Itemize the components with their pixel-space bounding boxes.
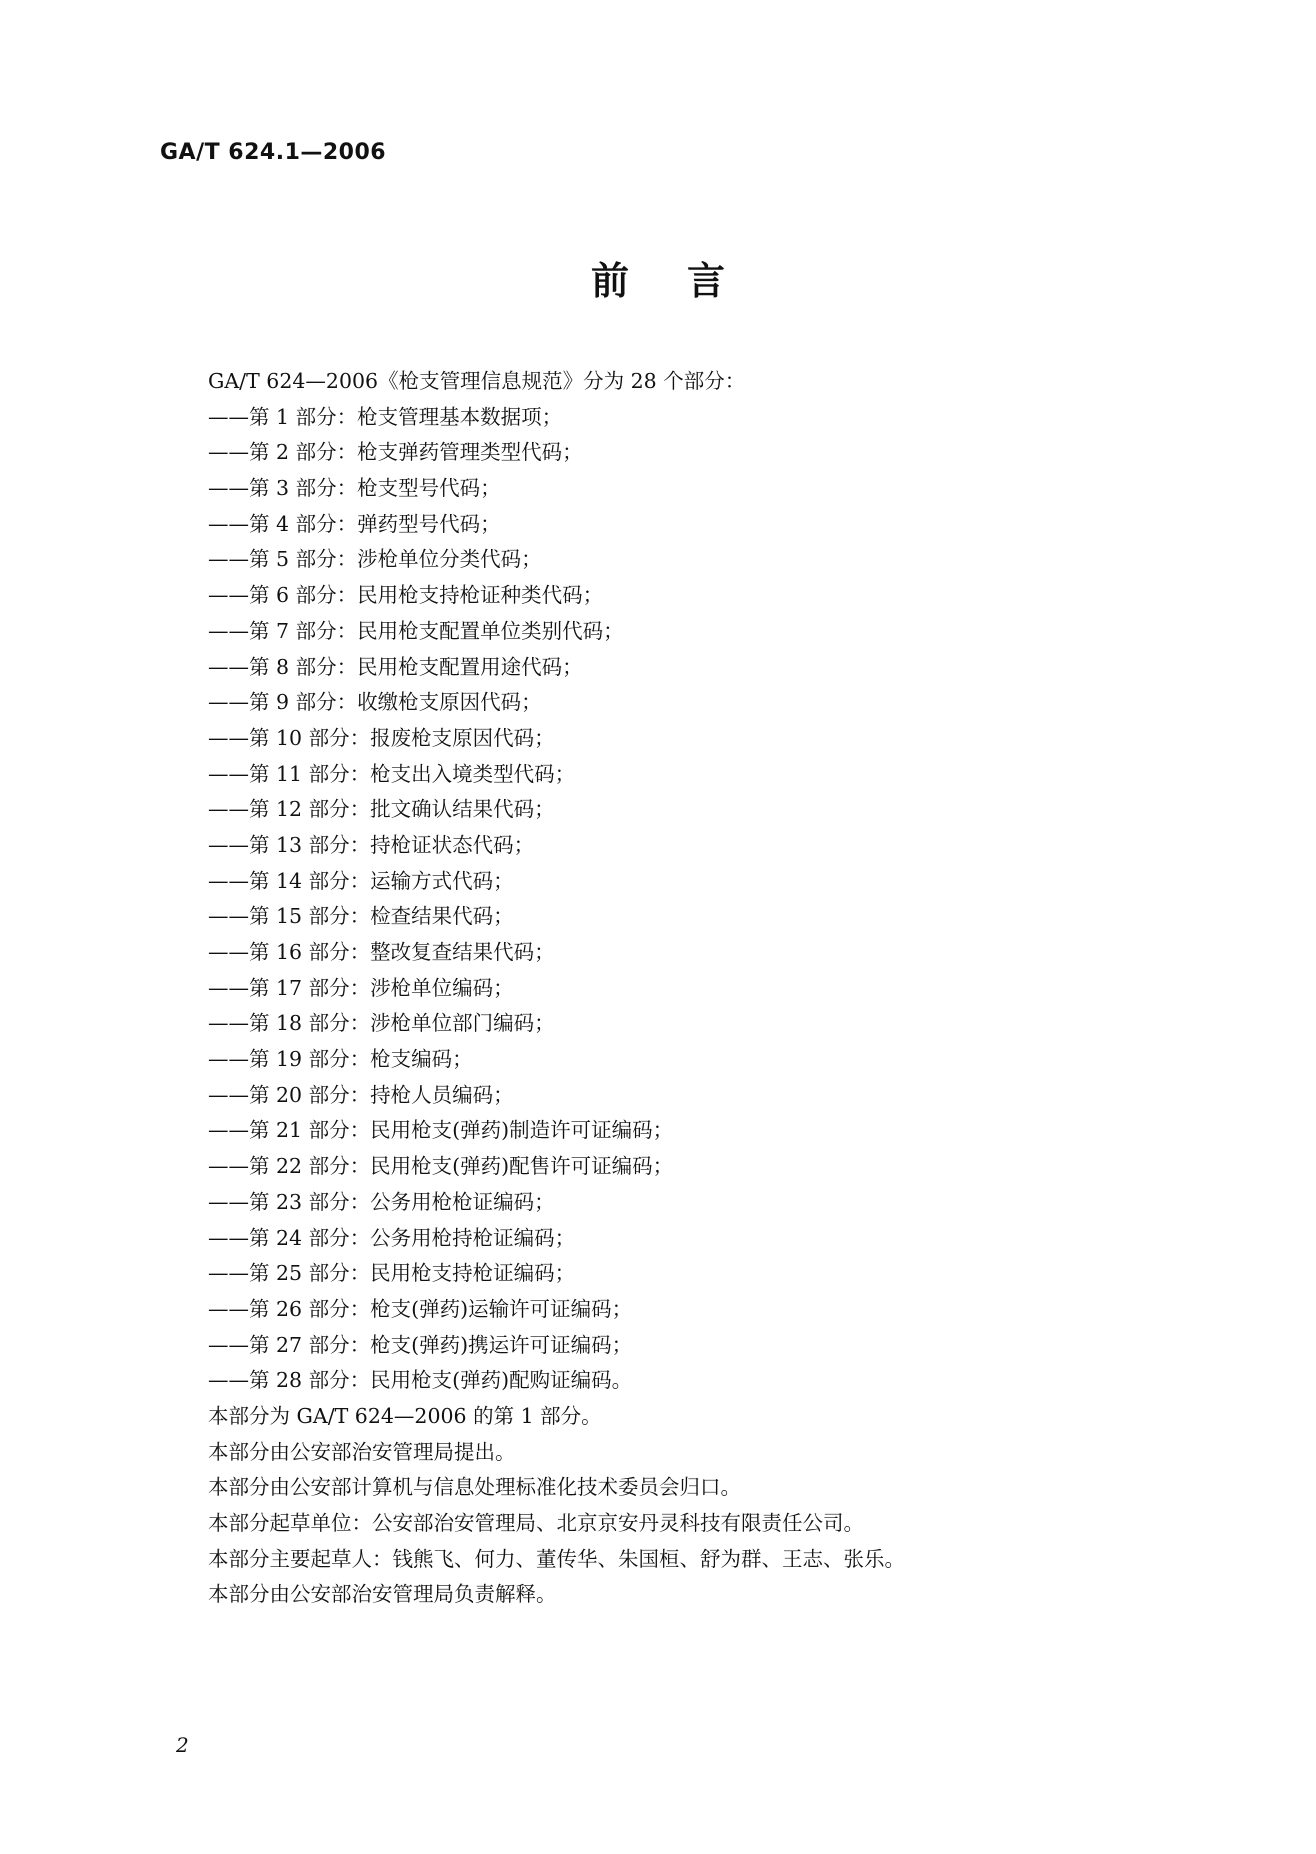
list-item: ——第 1 部分：枪支管理基本数据项；	[208, 404, 563, 429]
list-item: ——第 6 部分：民用枪支持枪证种类代码；	[208, 583, 604, 608]
list-item: ——第 27 部分：枪支(弹药)携运许可证编码；	[208, 1332, 633, 1357]
list-item: ——第 25 部分：民用枪支持枪证编码；	[208, 1261, 576, 1286]
list-item: ——第 9 部分：收缴枪支原因代码；	[208, 690, 542, 715]
list-item: ——第 7 部分：民用枪支配置单位类别代码；	[208, 618, 624, 643]
closing-paragraph: 本部分为 GA/T 624—2006 的第 1 部分。	[208, 1403, 602, 1428]
list-item: ——第 23 部分：公务用枪枪证编码；	[208, 1189, 555, 1214]
list-item: ——第 19 部分：枪支编码；	[208, 1047, 473, 1072]
list-item: ——第 21 部分：民用枪支(弹药)制造许可证编码；	[208, 1118, 674, 1143]
list-item: ——第 11 部分：枪支出入境类型代码；	[208, 761, 576, 786]
page-title: 前言	[590, 259, 783, 303]
intro-paragraph: GA/T 624—2006《枪支管理信息规范》分为 28 个部分：	[208, 369, 746, 393]
list-item: ——第 5 部分：涉枪单位分类代码；	[208, 547, 542, 572]
list-item: ——第 4 部分：弹药型号代码；	[208, 511, 501, 536]
foreword-body	[208, 364, 1208, 1613]
page-number: 2	[176, 1733, 189, 1757]
list-item: ——第 8 部分：民用枪支配置用途代码；	[208, 654, 583, 679]
list-item: ——第 3 部分：枪支型号代码；	[208, 476, 501, 501]
list-item: ——第 15 部分：检查结果代码；	[208, 904, 514, 929]
list-item: ——第 10 部分：报废枪支原因代码；	[208, 725, 555, 750]
list-item: ——第 18 部分：涉枪单位部门编码；	[208, 1011, 555, 1036]
closing-paragraphs	[208, 1399, 1208, 1613]
standard-code: GA/T 624.1—2006	[160, 140, 387, 165]
list-item: ——第 22 部分：民用枪支(弹药)配售许可证编码；	[208, 1154, 674, 1179]
closing-paragraph: 本部分主要起草人：钱熊飞、何力、董传华、朱国桓、舒为群、王志、张乐。	[208, 1546, 905, 1571]
list-item: ——第 13 部分：持枪证状态代码；	[208, 832, 535, 857]
list-item: ——第 26 部分：枪支(弹药)运输许可证编码；	[208, 1296, 633, 1321]
list-item: ——第 14 部分：运输方式代码；	[208, 868, 514, 893]
closing-paragraph: 本部分由公安部治安管理局提出。	[208, 1439, 516, 1464]
closing-paragraph: 本部分由公安部治安管理局负责解释。	[208, 1582, 557, 1607]
list-item: ——第 24 部分：公务用枪持枪证编码；	[208, 1225, 576, 1250]
closing-paragraph: 本部分起草单位：公安部治安管理局、北京京安丹灵科技有限责任公司。	[208, 1511, 864, 1535]
closing-paragraph: 本部分由公安部计算机与信息处理标准化技术委员会归口。	[208, 1475, 741, 1500]
list-item: ——第 28 部分：民用枪支(弹药)配购证编码。	[208, 1368, 633, 1393]
list-item: ——第 2 部分：枪支弹药管理类型代码；	[208, 440, 583, 465]
list-item: ——第 12 部分：批文确认结果代码；	[208, 797, 555, 822]
list-item: ——第 16 部分：整改复查结果代码；	[208, 940, 555, 964]
list-item: ——第 17 部分：涉枪单位编码；	[208, 975, 514, 1000]
parts-list	[208, 400, 1208, 1399]
list-item: ——第 20 部分：持枪人员编码；	[208, 1082, 514, 1107]
